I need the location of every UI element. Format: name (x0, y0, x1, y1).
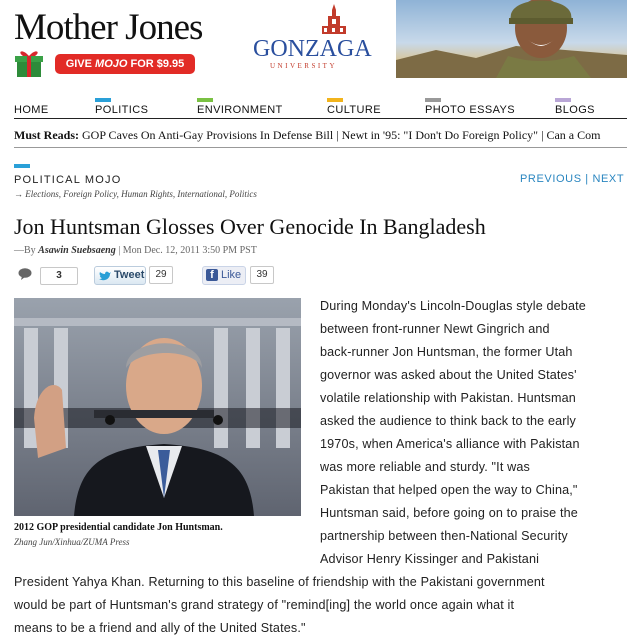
ad-photo (396, 0, 627, 78)
must-reads-bar: Must Reads: GOP Caves On Anti-Gay Provisions In Defense Bill | Newt in '95: "I Don't Do Foreign Policy" | Can a Com (14, 128, 601, 142)
nav-color-bar (555, 98, 571, 102)
byline: —By Asawin Suebsaeng | Mon Dec. 12, 2011 3:50 PM PST (14, 245, 257, 256)
author-link[interactable]: Asawin Suebsaeng (38, 245, 116, 256)
must-read-link[interactable]: Can a Com (546, 128, 601, 142)
gonzaga-university-label: UNIVERSITY (270, 62, 337, 70)
section-tags-links[interactable]: Elections, Foreign Policy, Human Rights, International, Politics (25, 189, 257, 199)
must-reads-divider (14, 147, 627, 148)
body-line: asked the audience to think back to the early (320, 414, 576, 428)
prev-next-nav: PREVIOUS | NEXT (520, 173, 625, 185)
tweet-button[interactable]: Tweet (94, 266, 146, 285)
publish-date: Mon Dec. 12, 2011 3:50 PM PST (122, 245, 257, 256)
section-tags: → Elections, Foreign Policy, Human Rights, International, Politics (14, 189, 257, 199)
must-read-link[interactable]: GOP Caves On Anti-Gay Provisions In Defense Bill (82, 128, 334, 142)
nav-color-bar (95, 98, 111, 102)
must-reads-label: Must Reads: (14, 128, 79, 142)
body-line: partnership between then-National Security (320, 529, 568, 543)
body-line: was more reliable and sturdy. "It was (320, 460, 530, 474)
body-line: Pakistan that helped open the way to China," (320, 483, 578, 497)
mother-jones-logo[interactable]: Mother Jones (14, 7, 203, 48)
body-line: During Monday's Lincoln-Douglas style debate (320, 299, 586, 313)
previous-link[interactable]: PREVIOUS (520, 173, 582, 185)
photo-credit: Zhang Jun/Xinhua/ZUMA Press (14, 537, 130, 547)
body-line: President Yahya Khan. Returning to this baseline of friendship with the Pakistani government (14, 575, 545, 589)
gonzaga-wordmark[interactable]: GONZAGA (253, 36, 372, 62)
like-count: 39 (250, 266, 274, 284)
facebook-like-button[interactable]: f Like (202, 266, 246, 285)
body-line: back-runner Jon Huntsman, the former Utah (320, 345, 573, 359)
tweet-count: 29 (149, 266, 173, 284)
body-line: between front-runner Newt Gingrich and (320, 322, 550, 336)
nav-color-bar (425, 98, 441, 102)
gift-icon (14, 48, 44, 78)
next-link[interactable]: NEXT (592, 173, 625, 185)
section-color-bar (14, 164, 30, 168)
must-read-link[interactable]: Newt in '95: "I Don't Do Foreign Policy" (341, 128, 539, 142)
body-line: means to be a friend and ally of the United States." (14, 621, 306, 635)
comment-count[interactable]: 3 (40, 267, 78, 285)
article-headline: Jon Huntsman Glosses Over Genocide In Bangladesh (14, 214, 486, 239)
section-title[interactable]: POLITICAL MOJO (14, 174, 122, 186)
advertisement-banner[interactable] (396, 0, 627, 78)
body-line: Huntsman said, before going on to praise the (320, 506, 578, 520)
twitter-bird-icon (99, 271, 112, 281)
article-photo[interactable] (14, 298, 301, 516)
body-line: Advisor Henry Kissinger and Pakistani (320, 552, 540, 566)
body-line: governor was asked about the United States' (320, 368, 577, 382)
photo-caption: 2012 GOP presidential candidate Jon Huntsman. (14, 522, 223, 533)
nav-divider (14, 118, 627, 119)
nav-color-bar (327, 98, 343, 102)
body-line: would be part of Huntsman's grand strategy of "remind[ing] the world once again what it (14, 598, 515, 612)
facebook-icon: f (206, 269, 218, 281)
comment-bubble-icon[interactable] (18, 268, 32, 280)
give-mojo-button[interactable]: GIVE MOJO FOR $9.95 (55, 54, 195, 74)
body-line: 1970s, when America's alliance with Pakistan (320, 437, 580, 451)
body-line: volatile relationship with Pakistan. Huntsman (320, 391, 576, 405)
huntsman-photo (14, 298, 301, 516)
nav-color-bar (197, 98, 213, 102)
